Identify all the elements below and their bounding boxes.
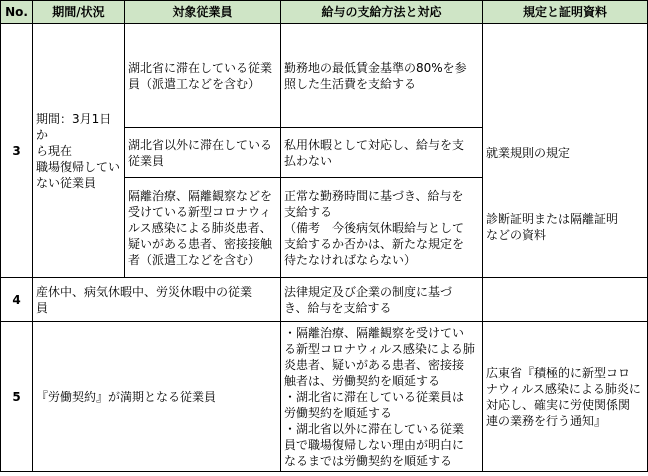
row3-method-3: 正常な勤務時間に基づき、給与を 支給する （備考 今後病気休暇給与として 支給するか否かは、新たな規定を 待たなければならない） [281,178,483,278]
header-rules: 規定と証明資料 [483,1,648,24]
row3-employee-3: 隔離治療、隔離観察などを 受けている新型コロナウィ ルス感染による肺炎患者、 疑いがある患者、密接接触 者（派遣工などを含む） [125,178,281,278]
row5-employee: 『労働契約』が満期となる従業員 [33,322,281,472]
table-row-4 [1,278,648,322]
row5-rules: 広東省『積極的に新型コロ ナウィルス感染による肺炎に 対応し、確実に労使関係関 連の業務を行う通知』 [483,322,648,472]
table-row-5 [1,322,648,472]
row4-method: 法律規定及び企業の制度に基づ き、給与を支給する [281,278,483,322]
row3-no: 3 [1,24,33,278]
row5-no: 5 [1,322,33,472]
table-row-3a [1,24,648,128]
row3-rules-1 [483,24,648,128]
row4-employee: 産休中、病気休暇中、労災休暇中の従業 員 [33,278,281,322]
row3-period: 期間：3月1日か ら現在 職場復帰してい ない従業員 [33,24,125,278]
row3-method-1: 勤務地の最低賃金基準の80%を参 照した生活費を支給する [281,24,483,128]
row3-rules-3: 診断証明または隔離証明 などの資料 [483,178,648,278]
header-method: 給与の支給方法と対応 [281,1,483,24]
row3-rules-2: 就業規則の規定 [483,128,648,178]
header-no: No. [1,1,33,24]
row3-employee-2: 湖北省以外に滞在している 従業員 [125,128,281,178]
header-employees: 対象従業員 [125,1,281,24]
row4-rules [483,278,648,322]
row3-method-2: 私用休暇として対応し、給与を支 払わない [281,128,483,178]
header-row [1,1,648,24]
row5-method: ・隔離治療、隔離観察を受けてい る新型コロナウィルス感染による肺 炎患者、疑いがある患者、密接接 触者は、労働契約を順延する ・湖北省に滞在している従業員は 労働契約を順延する ・湖北省以外に滞在している従業 員で職場復帰しない理由が明白に なるまでは労働契約を順延する [281,322,483,472]
row3-employee-1: 湖北省に滞在している従業 員（派遣工などを含む） [125,24,281,128]
header-period: 期間/状況 [33,1,125,24]
row4-no: 4 [1,278,33,322]
